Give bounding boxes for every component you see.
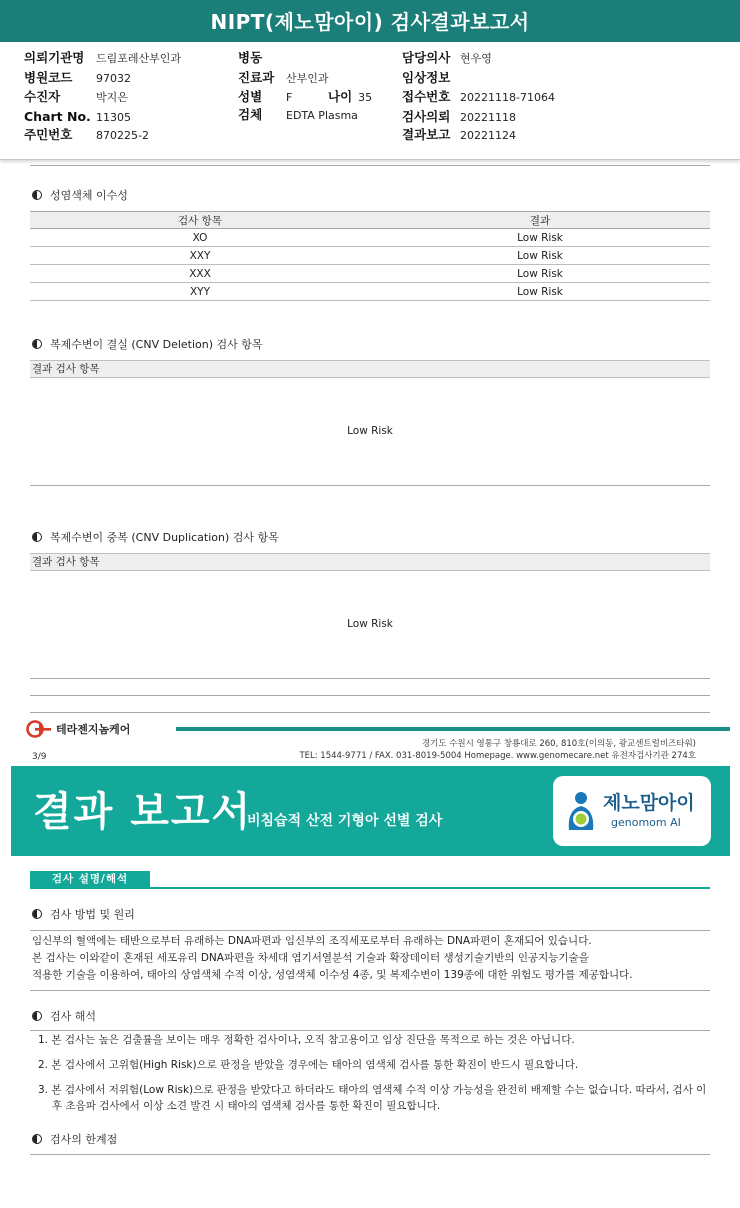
info-label: 검사의뢰: [402, 109, 451, 124]
divider: [30, 695, 710, 696]
report-banner: [11, 766, 730, 856]
info-value: 35: [358, 91, 373, 104]
table-row: [30, 265, 710, 283]
half-circle-icon: [32, 190, 42, 200]
column-header: 검사 항목: [30, 212, 370, 229]
info-value: EDTA Plasma: [286, 109, 358, 122]
divider: [30, 712, 710, 713]
info-row-department: [238, 68, 329, 88]
table-cell: Low Risk: [370, 247, 710, 265]
patient-info-panel: [0, 42, 740, 160]
table-cell: Low Risk: [370, 265, 710, 283]
info-label: 병동: [238, 50, 263, 65]
method-line: 본 검사는 이와같이 혼재된 세포유리 DNA파편을 차세대 염기서열분석 기술과 확장데이터 생성기술기반의 인공지능기술을: [32, 952, 589, 964]
divider: [30, 485, 710, 486]
info-label: 성별: [238, 89, 263, 104]
table-row: [30, 229, 710, 247]
table-row: [30, 283, 710, 301]
info-label: 수진자: [24, 89, 61, 104]
info-label: 결과보고: [402, 127, 451, 142]
info-label: 병원코드: [24, 70, 73, 85]
info-label: 검체: [238, 107, 263, 122]
info-row-specimen: [238, 105, 358, 125]
info-row-receipt-no: [402, 87, 555, 107]
section-title-text: 복제수변이 중복 (CNV Duplication) 검사 항목: [50, 531, 279, 544]
half-circle-icon: [32, 1011, 42, 1021]
info-row-chart-no: [24, 107, 131, 127]
method-line: 적용한 기술을 이용하여, 태아의 상염색체 수적 이상, 성염색체 이수성 4종, 및 복제수변이 139종에 대한 위험도 평가를 제공합니다.: [32, 969, 633, 981]
info-value: 20221118: [460, 111, 516, 124]
info-label: 나이: [328, 89, 353, 104]
cnv-duplication-result: Low Risk: [347, 618, 393, 630]
info-row-resident-no: [24, 125, 149, 145]
info-label: Chart No.: [24, 109, 91, 124]
brand-name: 제노맘아이: [603, 792, 695, 814]
mother-baby-icon: [563, 790, 599, 834]
logo-mark-icon: [26, 720, 52, 738]
info-label: 주민번호: [24, 127, 73, 142]
info-row-clinical-info: [402, 68, 460, 88]
column-header: 결과: [370, 212, 710, 229]
table-cell: Low Risk: [370, 283, 710, 301]
section-title-text: 검사의 한계점: [50, 1133, 118, 1146]
company-address: 경기도 수원시 영통구 창룡대로 260, 810호(이의동, 광교센트럴비즈타워): [421, 739, 696, 749]
section-tag: 검사 설명/해석: [30, 871, 150, 888]
info-value: 97032: [96, 72, 131, 85]
section-interp-title: [32, 1008, 96, 1024]
section-sex-chrom-title: [32, 187, 128, 203]
tag-rule: [30, 887, 710, 889]
info-row-institution: [24, 48, 181, 68]
table-header-row: [30, 212, 710, 229]
section-title-text: 검사 해석: [50, 1010, 97, 1023]
half-circle-icon: [32, 532, 42, 542]
divider: [30, 1030, 710, 1031]
info-row-report-date: [402, 125, 516, 145]
sex-chrom-table: [30, 211, 710, 301]
section-cnv-deletion-title: [32, 336, 263, 352]
table-cell: XO: [30, 229, 370, 247]
info-row-ward: [238, 48, 286, 68]
cnv-duplication-band: 결과 검사 항목: [30, 553, 710, 571]
logo-text: 테라젠지놈케어: [56, 723, 131, 736]
section-title-text: 복제수변이 결실 (CNV Deletion) 검사 항목: [50, 338, 263, 351]
table-cell: XYY: [30, 283, 370, 301]
brand-box: [553, 776, 711, 846]
info-label: 의뢰기관명: [24, 50, 85, 65]
section-method-title: [32, 906, 135, 922]
interp-item: 2. 본 검사에서 고위험(High Risk)으로 판정을 받았을 경우에는 태아의 염색체 검사를 통한 확진이 반드시 필요합니다.: [38, 1059, 579, 1071]
info-label: 담당의사: [402, 50, 451, 65]
section-title-text: 검사 방법 및 원리: [50, 908, 135, 921]
divider: [30, 165, 710, 166]
info-row-patient: [24, 87, 128, 107]
info-value: 박지은: [96, 91, 128, 104]
section-limit-title: [32, 1131, 117, 1147]
divider: [30, 1154, 710, 1155]
info-value: 드림포레산부인과: [96, 52, 182, 65]
info-label: 접수번호: [402, 89, 451, 104]
interp-item: 1. 본 검사는 높은 검출률을 보이는 매우 정확한 검사이나, 오직 참고용이고 임상 진단을 목적으로 하는 것은 아닙니다.: [38, 1034, 575, 1046]
section-cnv-duplication-title: [32, 529, 279, 545]
half-circle-icon: [32, 1134, 42, 1144]
method-line: 임신부의 혈액에는 태반으로부터 유래하는 DNA파편과 임신부의 조직세포로부터 유래하는 DNA파편이 혼재되어 있습니다.: [32, 935, 592, 947]
info-row-sex: [238, 87, 292, 107]
section-title-text: 성염색체 이수성: [50, 189, 128, 202]
company-contact: TEL: 1544-9771 / FAX. 031-8019-5004 Homepage. www.genomecare.net 유전자검사기관 274호: [299, 751, 696, 761]
banner-subtitle: 비침습적 산전 기형아 선별 검사: [247, 813, 443, 829]
table-row: [30, 247, 710, 265]
info-value: 현우영: [460, 52, 492, 65]
info-row-request-date: [402, 107, 516, 127]
table-cell: Low Risk: [370, 229, 710, 247]
info-row-age: [328, 87, 372, 107]
banner-title: 결과 보고서: [33, 789, 253, 835]
info-value: 20221124: [460, 129, 516, 142]
info-label: 임상정보: [402, 70, 451, 85]
cnv-deletion-band: 결과 검사 항목: [30, 360, 710, 378]
brand-subname: genomom AI: [611, 816, 681, 829]
half-circle-icon: [32, 909, 42, 919]
table-cell: XXX: [30, 265, 370, 283]
page-number: 3/9: [32, 752, 47, 762]
info-value: 870225-2: [96, 129, 149, 142]
info-row-hospital-code: [24, 68, 131, 88]
cnv-deletion-result: Low Risk: [347, 425, 393, 437]
table-cell: XXY: [30, 247, 370, 265]
info-value: 20221118-71064: [460, 91, 555, 104]
divider: [30, 990, 710, 991]
half-circle-icon: [32, 339, 42, 349]
info-value: F: [286, 91, 293, 104]
company-logo: [26, 720, 130, 738]
header-rule: [176, 727, 730, 731]
info-row-doctor: [402, 48, 492, 68]
report-title: NIPT(제노맘아이) 검사결과보고서: [0, 0, 740, 42]
interp-item: 3. 본 검사에서 저위험(Low Risk)으로 판정을 받았다고 하더라도 태아의 염색체 수적 이상 가능성을 완전히 배제할 수는 없습니다. 따라서, 검사 이후 초음파 검사에서 이상 소견 발견 시 태아의 염색체 검사를 통한 확진이 필요합니다.: [38, 1084, 707, 1112]
info-value: 산부인과: [286, 72, 329, 85]
info-value: 11305: [96, 111, 131, 124]
divider: [30, 678, 710, 679]
divider: [30, 930, 710, 931]
info-label: 진료과: [238, 70, 275, 85]
